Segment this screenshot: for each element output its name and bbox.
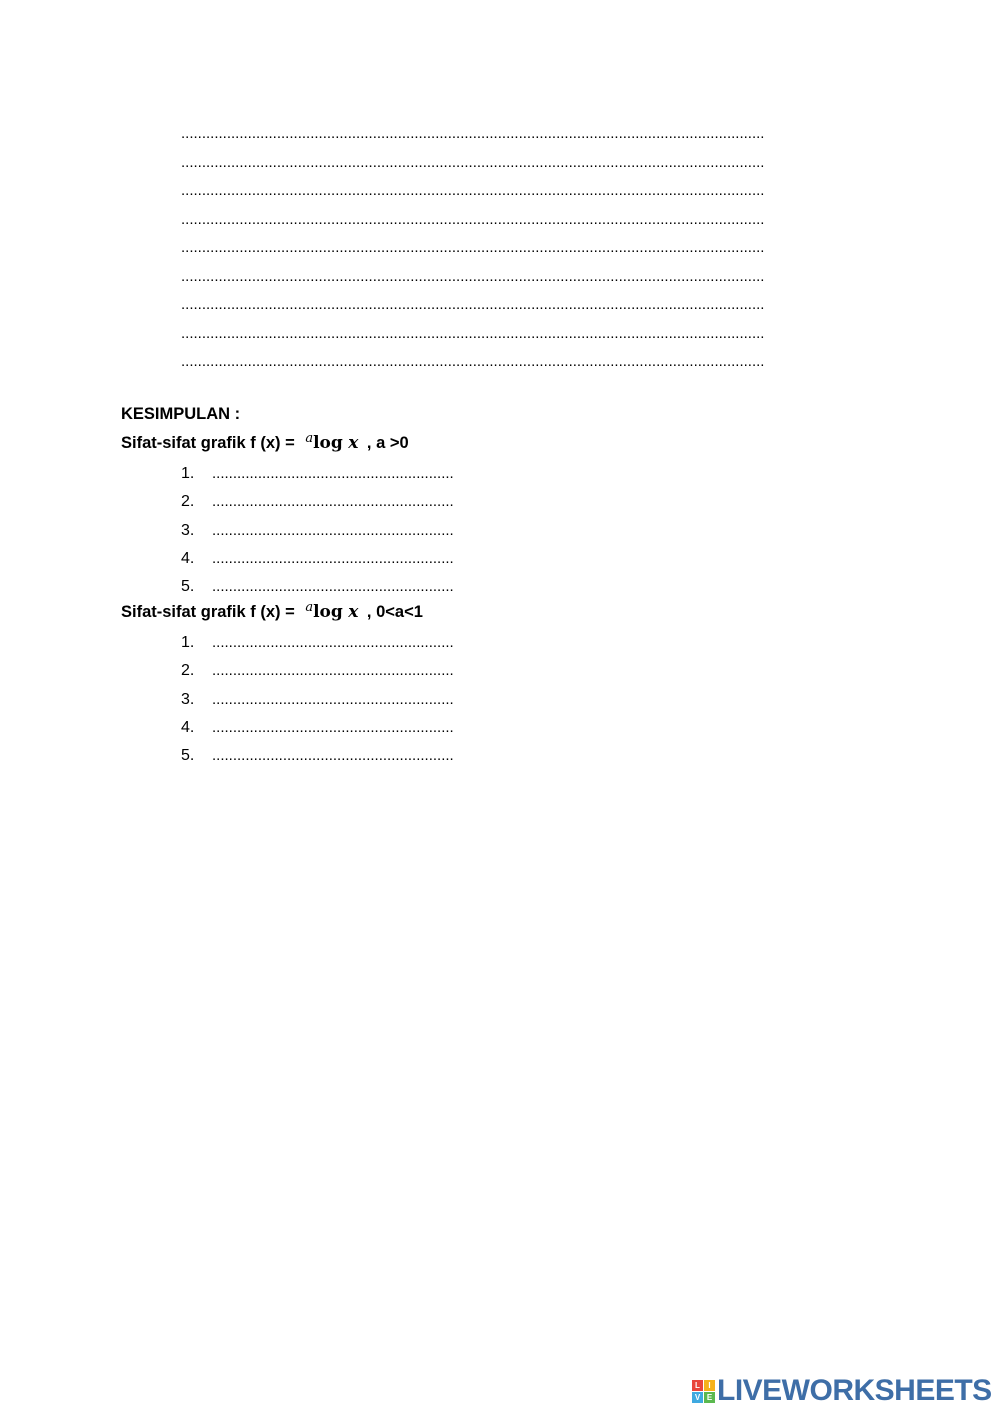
- answer-line[interactable]: ............................................................................................................................................: [181, 324, 765, 342]
- log-base: a: [305, 600, 314, 615]
- answer-line[interactable]: ............................................................................................................................................: [181, 125, 765, 142]
- logo-mark-icon: [692, 1380, 714, 1402]
- answer-line[interactable]: ............................................................................................................................................: [181, 353, 765, 370]
- item-number: 5.: [181, 747, 195, 765]
- item-number: 1.: [181, 465, 195, 482]
- logo-mark-i: I: [704, 1380, 715, 1391]
- answer-blank[interactable]: ..........................................................: [212, 549, 454, 567]
- list-item: [181, 714, 511, 742]
- answer-blank[interactable]: ..........................................................: [212, 747, 454, 765]
- list-item: [181, 742, 511, 770]
- log-formula: [305, 433, 358, 453]
- list-item: [181, 545, 511, 573]
- logo-mark-v: V: [692, 1392, 703, 1403]
- section1-list: [181, 460, 511, 601]
- log-variable: x: [348, 433, 359, 453]
- answer-line[interactable]: ............................................................................................................................................: [181, 182, 765, 199]
- item-number: 4.: [181, 549, 195, 567]
- section1-prefix: Sifat-sifat grafik f (x) =: [121, 434, 300, 452]
- item-number: 5.: [181, 578, 195, 596]
- item-number: 2.: [181, 493, 195, 511]
- section2-condition: , 0<a<1: [366, 603, 423, 621]
- list-item: [181, 657, 511, 685]
- logo-mark-e: E: [704, 1392, 715, 1403]
- list-item: [181, 488, 511, 516]
- section2-heading: [121, 602, 423, 622]
- conclusion-title: KESIMPULAN :: [121, 405, 241, 423]
- item-number: 1.: [181, 634, 195, 651]
- answer-lines: [181, 120, 865, 377]
- log-function: log: [313, 433, 343, 453]
- answer-line[interactable]: ............................................................................................................................................: [181, 153, 765, 171]
- answer-line[interactable]: ............................................................................................................................................: [181, 210, 765, 228]
- answer-line[interactable]: ............................................................................................................................................: [181, 239, 765, 256]
- log-formula: [305, 602, 358, 622]
- answer-blank[interactable]: ..........................................................: [212, 718, 454, 736]
- answer-blank[interactable]: ..........................................................: [212, 662, 454, 680]
- list-item: [181, 460, 511, 488]
- item-number: 3.: [181, 690, 195, 708]
- answer-line[interactable]: ............................................................................................................................................: [181, 296, 765, 313]
- item-number: 3.: [181, 521, 195, 539]
- log-function: log: [313, 602, 343, 622]
- logo-text: LIVEWORKSHEETS: [717, 1374, 992, 1407]
- answer-blank[interactable]: ..........................................................: [212, 690, 454, 708]
- section1-condition: , a >0: [366, 434, 409, 452]
- answer-blank[interactable]: ..........................................................: [212, 578, 454, 596]
- logo-mark-l: L: [692, 1380, 703, 1391]
- item-number: 4.: [181, 718, 195, 736]
- answer-blank[interactable]: ..........................................................: [212, 521, 454, 539]
- answer-blank[interactable]: ..........................................................: [212, 634, 454, 651]
- log-base: a: [305, 431, 314, 446]
- section1-heading: [121, 433, 409, 453]
- log-variable: x: [348, 602, 359, 622]
- list-item: [181, 629, 511, 657]
- answer-blank[interactable]: ..........................................................: [212, 493, 454, 511]
- list-item: [181, 686, 511, 714]
- answer-line[interactable]: ............................................................................................................................................: [181, 267, 765, 285]
- section2-prefix: Sifat-sifat grafik f (x) =: [121, 603, 300, 621]
- list-item: [181, 517, 511, 545]
- list-item: [181, 573, 511, 601]
- liveworksheets-logo: [692, 1374, 992, 1408]
- item-number: 2.: [181, 662, 195, 680]
- answer-blank[interactable]: ..........................................................: [212, 465, 454, 482]
- section2-list: [181, 629, 511, 770]
